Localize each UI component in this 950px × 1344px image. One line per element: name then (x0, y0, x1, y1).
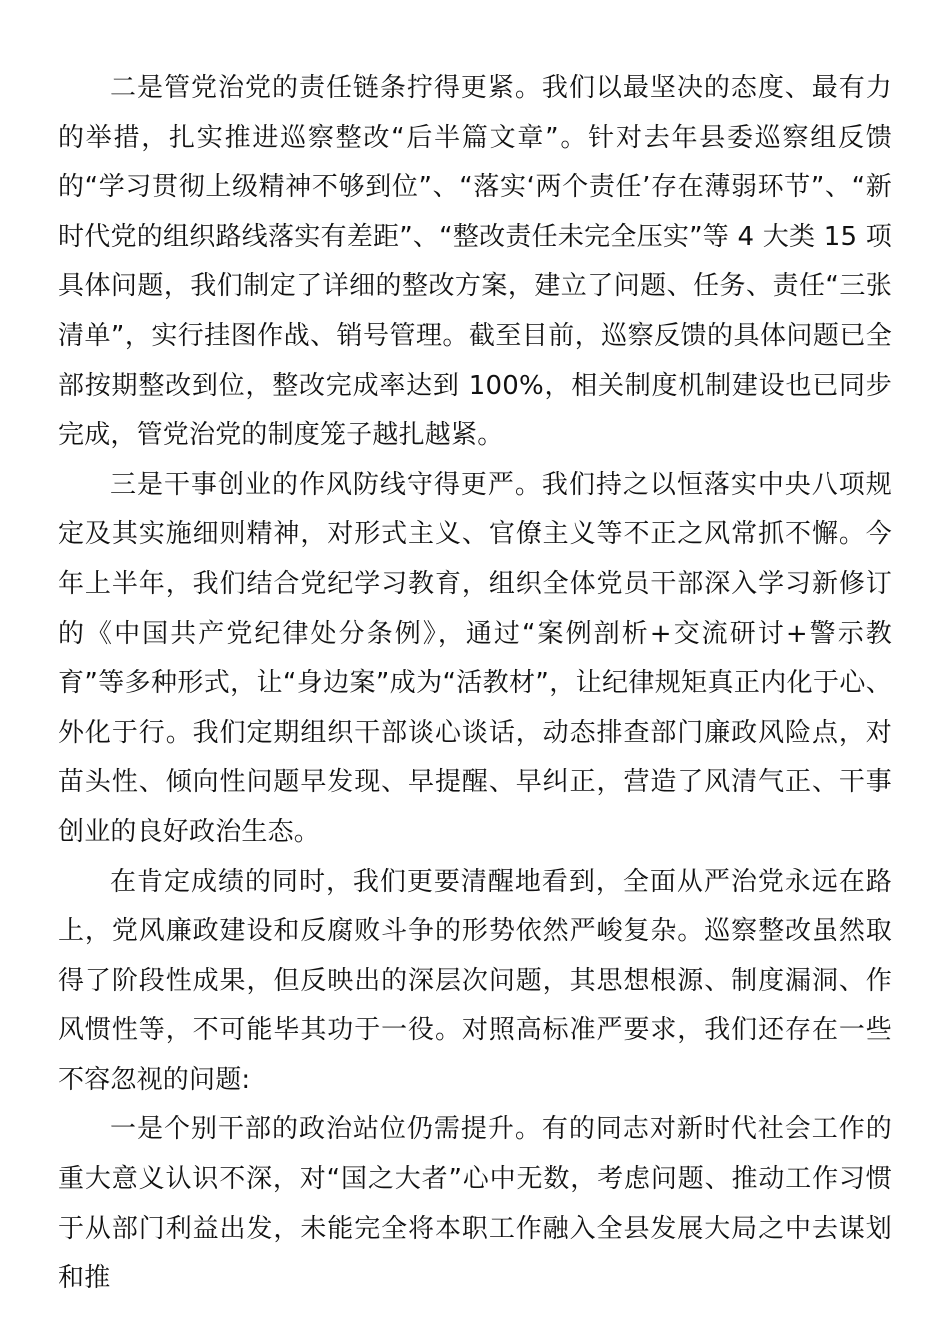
paragraph-responsibility-chain: 二是管党治党的责任链条拧得更紧。我们以最坚决的态度、最有力的举措，扎实推进巡察整改“后半篇文章”。针对去年县委巡察组反馈的“学习贯彻上级精神不够到位”、“落实‘两个责任’存在薄弱环节”、“新时代党的组织路线落实有差距”、“整改责任未完全压实”等 4 大类 15 项具体问题，我们制定了详细的整改方案，建立了问题、任务、责任“三张清单”，实行挂图作战、销号管理。截至目前，巡察反馈的具体问题已全部按期整改到位，整改完成率达到 100%，相关制度机制建设也已同步完成，管党治党的制度笼子越扎越紧。 (58, 73, 892, 451)
paragraph-sober-assessment: 在肯定成绩的同时，我们更要清醒地看到，全面从严治党永远在路上，党风廉政建设和反腐败斗争的形势依然严峻复杂。巡察整改虽然取得了阶段性成果，但反映出的深层次问题，其思想根源、制度漏洞、作风惯性等，不可能毕其功于一役。对照高标准严要求，我们还存在一些不容忽视的问题: (58, 866, 892, 1095)
paragraph-work-style: 三是干事创业的作风防线守得更严。我们持之以恒落实中央八项规定及其实施细则精神，对形式主义、官僚主义等不正之风常抓不懈。今年上半年，我们结合党纪学习教育，组织全体党员干部深入学习新修订的《中国共产党纪律处分条例》，通过“案例剖析+交流研讨+警示教育”等多种形式，让“身边案”成为“活教材”，让纪律规矩真正内化于心、外化于行。我们定期组织干部谈心谈话，动态排查部门廉政风险点，对苗头性、倾向性问题早发现、早提醒、早纠正，营造了风清气正、干事创业的良好政治生态。 (58, 469, 892, 847)
paragraph-political-stance: 一是个别干部的政治站位仍需提升。有的同志对新时代社会工作的重大意义认识不深，对“国之大者”心中无数，考虑问题、推动工作习惯于从部门利益出发，未能完全将本职工作融入全县发展大局之中去谋划和推 (58, 1114, 892, 1294)
document-body (58, 64, 892, 1304)
